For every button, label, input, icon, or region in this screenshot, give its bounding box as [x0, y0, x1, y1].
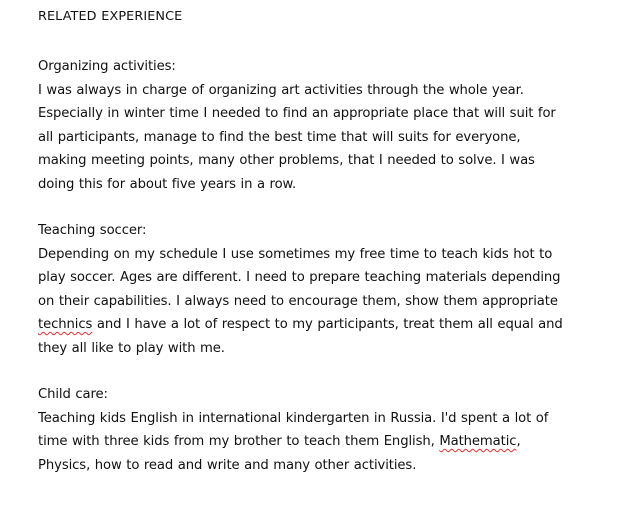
misspelled-word[interactable]: technics	[38, 317, 93, 332]
line-text: ,	[516, 434, 521, 449]
line-text: and I have a lot of respect to my participants, treat them all equal and	[92, 317, 563, 332]
paragraph-line: all participants, manage to find the best time that will suits for everyone,	[38, 129, 521, 145]
document-title: RELATED EXPERIENCE	[38, 9, 183, 24]
misspelled-word[interactable]: Mathematic	[439, 434, 517, 449]
paragraph-line: making meeting points, many other problems, that I needed to solve. I was	[38, 153, 535, 168]
section-heading: Teaching soccer:	[38, 223, 147, 238]
line-text: time with three kids from my brother to teach them English,	[38, 434, 440, 449]
section-heading: Organizing activities:	[38, 59, 176, 74]
section-child-care	[38, 383, 623, 477]
paragraph-line: on their capabilities. I always need to encourage them, show them appropriate	[38, 293, 558, 309]
paragraph-line	[38, 430, 623, 454]
paragraph-line: Physics, how to read and write and many other activities.	[38, 457, 417, 473]
paragraph-line: they all like to play with me.	[38, 340, 225, 356]
paragraph-line: I was always in charge of organizing art activities through the whole year.	[38, 82, 524, 98]
paragraph-line: Teaching kids English in international kindergarten in Russia. I'd spent a lot of	[38, 410, 549, 426]
section-organizing-activities	[38, 55, 623, 196]
paragraph-line: play soccer. Ages are different. I need to prepare teaching materials depending	[38, 270, 561, 285]
paragraph-line: Especially in winter time I needed to find an appropriate place that will suit for	[38, 106, 556, 121]
paragraph-line	[38, 313, 623, 337]
paragraph-line: doing this for about five years in a row.	[38, 176, 297, 192]
section-heading: Child care:	[38, 387, 108, 402]
paragraph-line: Depending on my schedule I use sometimes my free time to teach kids hot to	[38, 246, 553, 262]
section-teaching-soccer	[38, 219, 623, 360]
